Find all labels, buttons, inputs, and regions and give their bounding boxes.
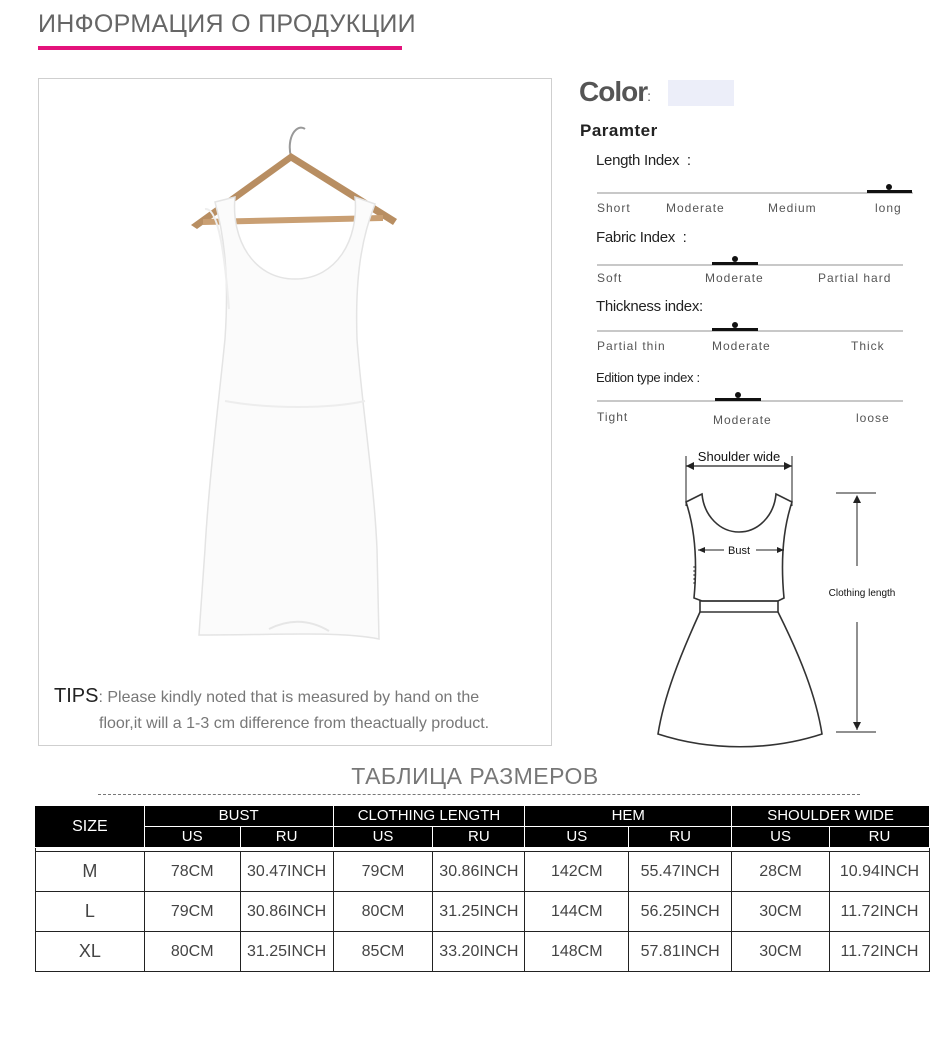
page-title: ИНФОРМАЦИЯ О ПРОДУКЦИИ	[38, 10, 416, 38]
thickness-label-partial-thin: Partial thin	[597, 339, 666, 353]
size-cell: L	[36, 892, 145, 932]
thickness-label-moderate: Moderate	[712, 339, 771, 353]
table-cell: 57.81INCH	[629, 932, 732, 972]
shoulder-wide-header: SHOULDER WIDE	[732, 806, 930, 827]
tips-text-line1: : Please kindly noted that is measured by hand on the	[98, 689, 480, 706]
edition-index-title: Edition type index :	[596, 370, 700, 385]
title-underline	[38, 46, 402, 50]
length-index-scale	[597, 192, 913, 194]
length-ru-header: RU	[433, 827, 525, 848]
size-table-title: ТАБЛИЦА РАЗМЕРОВ	[351, 763, 599, 789]
table-cell: 33.20INCH	[433, 932, 525, 972]
color-row	[579, 76, 651, 108]
table-cell: 11.72INCH	[829, 932, 929, 972]
product-photo-frame	[38, 78, 552, 746]
paramter-heading: Paramter	[580, 121, 658, 140]
color-swatch[interactable]	[668, 80, 734, 106]
hem-header: HEM	[525, 806, 732, 827]
size-cell: M	[36, 852, 145, 892]
table-cell: 80CM	[144, 932, 240, 972]
tips-text-line2: floor,it will a 1-3 cm difference from theactually product.	[99, 715, 490, 732]
measurement-diagram	[650, 446, 910, 756]
color-label: Color	[579, 76, 648, 107]
clothing-length-header: CLOTHING LENGTH	[333, 806, 525, 827]
length-label-short: Short	[597, 201, 631, 215]
table-row	[36, 892, 930, 932]
length-label-medium: Medium	[768, 201, 817, 215]
table-cell: 30CM	[732, 932, 830, 972]
shoulder-ru-header: RU	[829, 827, 929, 848]
table-cell: 78CM	[144, 852, 240, 892]
table-cell: 55.47INCH	[629, 852, 732, 892]
length-index-dot	[886, 184, 892, 190]
thickness-label-thick: Thick	[851, 339, 885, 353]
shoulder-us-header: US	[732, 827, 830, 848]
color-colon: :	[647, 88, 651, 104]
table-cell: 10.94INCH	[829, 852, 929, 892]
tips-label: TIPS	[54, 685, 99, 707]
table-cell: 142CM	[525, 852, 629, 892]
table-cell: 11.72INCH	[829, 892, 929, 932]
fabric-label-soft: Soft	[597, 271, 623, 285]
table-cell: 30.47INCH	[240, 852, 333, 892]
thickness-index-marker	[712, 328, 758, 331]
shoulder-wide-label: Shoulder wide	[697, 449, 781, 464]
length-index-marker	[867, 190, 912, 193]
table-cell: 28CM	[732, 852, 830, 892]
hem-ru-header: RU	[629, 827, 732, 848]
length-us-header: US	[333, 827, 433, 848]
edition-index-marker	[715, 398, 761, 401]
fabric-label-partial-hard: Partial hard	[818, 271, 892, 285]
table-cell: 79CM	[333, 852, 433, 892]
length-label-long: long	[875, 201, 902, 215]
bust-ru-header: RU	[240, 827, 333, 848]
table-cell: 144CM	[525, 892, 629, 932]
fabric-index-title: Fabric Index :	[596, 229, 687, 246]
table-cell: 30.86INCH	[240, 892, 333, 932]
edition-label-tight: Tight	[597, 410, 629, 424]
bust-label: Bust	[727, 545, 751, 557]
table-cell: 30.86INCH	[433, 852, 525, 892]
fabric-label-moderate: Moderate	[705, 271, 764, 285]
hem-us-header: US	[525, 827, 629, 848]
table-row	[36, 932, 930, 972]
table-cell: 85CM	[333, 932, 433, 972]
length-index-title: Length Index :	[596, 152, 691, 169]
tips-note	[54, 683, 544, 737]
size-cell: XL	[36, 932, 145, 972]
clothing-length-label: Clothing length	[828, 588, 896, 599]
table-cell: 56.25INCH	[629, 892, 732, 932]
length-label-moderate: Moderate	[666, 201, 725, 215]
bust-header: BUST	[144, 806, 333, 827]
table-cell: 80CM	[333, 892, 433, 932]
table-cell: 148CM	[525, 932, 629, 972]
bust-us-header: US	[144, 827, 240, 848]
edition-label-loose: loose	[856, 411, 890, 425]
edition-label-moderate: Moderate	[713, 413, 772, 427]
fabric-index-marker	[712, 262, 758, 265]
size-title-divider	[98, 794, 860, 795]
fabric-index-dot	[732, 256, 738, 262]
table-cell: 31.25INCH	[240, 932, 333, 972]
table-cell: 31.25INCH	[433, 892, 525, 932]
size-table	[35, 805, 930, 972]
table-cell: 79CM	[144, 892, 240, 932]
table-row	[36, 852, 930, 892]
dress-photo	[39, 79, 551, 679]
table-cell: 30CM	[732, 892, 830, 932]
thickness-index-dot	[732, 322, 738, 328]
thickness-index-title: Thickness index:	[596, 298, 703, 315]
size-header: SIZE	[36, 806, 145, 848]
edition-index-dot	[735, 392, 741, 398]
